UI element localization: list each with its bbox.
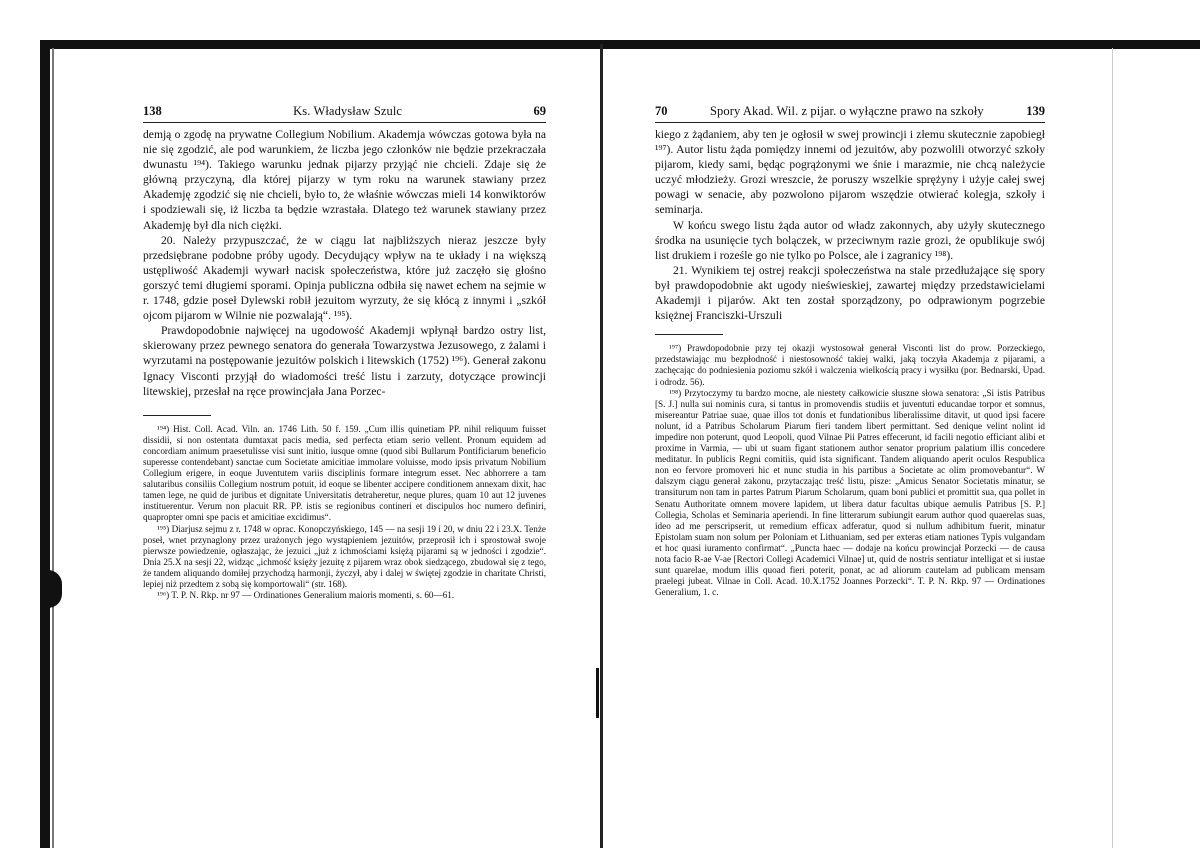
left-page-header xyxy=(143,100,546,122)
paragraph: demją o zgodę na prywatne Collegium Nobilium. Akademja wówczas gotowa była na nie się zgodzić, ale pod warunkiem, że liczba jego członków nie będzie przekraczała dwunastu ¹⁹⁴). Takiego warunku jednak pijarzy przyjąć nie chcieli. Zdaje się że główną przyczyną, dla której pijarzy w tym roku na warunek stawiany przez Akademję zgodzić się nie chcieli, było to, że właśnie wówczas mieli 14 konwiktorów i spodziewali się, iż liczba ta będzie wzrastała. Dlatego też warunek stawiany przez Akademję był dla nich ciężki. xyxy=(143,128,546,232)
paragraph: 21. Wynikiem tej ostrej reakcji społeczeństwa na stale przedłużające się spory był prawdopodobnie akt ugody nieświeskiej, zawartej między przedstawicielami Akademji i pijarów. Akt ten został sporządzony, po odprawionym pogrzebie księżnej Franciszki-Urszuli xyxy=(655,263,1045,323)
original-page-number: 70 xyxy=(655,103,668,118)
book-gutter xyxy=(600,44,603,848)
footnote: ¹⁹⁶) T. P. N. Rkp. nr 97 — Ordinationes Generalium maioris momenti, s. 60—61. xyxy=(157,590,455,601)
page-number: 138 xyxy=(143,103,162,118)
header-rule xyxy=(143,122,546,123)
right-footnotes xyxy=(655,343,1045,598)
paragraph: kiego z żądaniem, aby ten je ogłosił w swej prowincji i złemu skutecznie zapobiegł ¹⁹⁷). Autor listu żąda pomiędzy innemi od jezuitów, aby pozwolili otworzyć szkoły pijarom, kiedy sami, będąc pogrążonymi we śnie i marazmie, nie chcą należycie uczyć młodzieży. Grozi wreszcie, że poruszy wszelkie sprężyny i użyje całej swej powagi w senacie, aby pozwolono pijarom wszędzie otwierać kolegja, szkoły i seminarja. xyxy=(655,128,1045,217)
footnote: ¹⁹⁸) Przytoczymy tu bardzo mocne, ale niestety całkowicie słuszne słowa senatora: „Si istis Patribus [S. J.] nulla sui nominis cura, si tantus in promovendis studiis et juventuti educandae torpor et somnus, misereantur Patriae suae, quae illos tot donis et fundationibus liberalissime ditavit, ut quod ipsi facere nolunt, id a Patribus Scholarum Piarum fieri tandem libert permittant. Sed denique velint nolint id impedire non poterunt, quod Leopoli, quod Vilnae Pii Patres effecerunt, id facili negotio efficiant alibi et proxime in Varmia, — ubi ut suam figant stationem author senator proprium palatium illis concedere meditatur. In publicis Regni comitiis, quid ista significant. Tandem aliquando aperit oculos Respublica non eo fervore promoveri hic et nunc studia in his partibus a Societate ac olim promovebantur“. W dalszym ciągu generał zakonu, przytaczając treść listu, pisze: „Amicus Senator Societatis minatur, se transiturum non tam in partes Patrum Piarum Scholarum, quam boni publici et promittit sua, qua pollet in Senatu Authoritate omnem movere lapidem, ut libera datur facultas ubique aemulis Patribus [S. P.] Collegia, Scholas et Seminaria aperiendi. In fine litterarum subiungit earum author quod quaerelas suas, ideo ad me perscripserit, ut remedium efficax adferatur, quod si nullum adhibitum fuerit, minatur Epistolam suam non solum per Poloniam et Lithuaniam, sed per exteras etiam nationes Typis vulgandam et hoc quasi iuramento confirmat“. „Puncta haec — dodaje na końcu prowincjał Porzecki — de causa nota facio R-ae V-ae [Rectori Collegi Academici Vilnae] ut, quid de nostris sentiatur intelligat et si iustae sunt quarelae, modum illis quoad fieri poterit, ponat, ac ad aliorum cautelam ad publicam mensam praelegi jubeat. Vilnae in Coll. Acad. 10.X.1752 Joannes Porzecki“. T. P. N. Rkp. 97 — Ordinationes Generalium, 1. c. xyxy=(655,387,1045,598)
paragraph: 20. Należy przypuszczać, że w ciągu lat najbliższych nieraz jeszcze były przedsiębrane podobne próby ugody. Decydujący wpływ na te układy i na większą ustępliwość Akademji wywarł nacisk społeczeństwa, które już zaczęło się głośno gorszyć temi długiemi sporami. Opinja publiczna odbiła się nawet echem na sejmie w r. 1748, gdzie poseł Dylewski robił jezuitom wyrzuty, że się kłócą z innymi i „szkół ojcom pijarom w Wilnie nie pozwalają“. ¹⁹⁵). xyxy=(143,233,546,323)
footnote: ¹⁹⁷) Prawdopodobnie przy tej okazji wystosował generał Visconti list do prow. Porzeckiego, przedstawiając mu bezpłodność i niestosowność takiej walki, jaką toczyła Akademja z pijarami, a zachęcając do podniesienia poziomu szkół i walczenia wielkością pracy i wysiłku (por. Bednarski, Upad. i odrodz. 56). xyxy=(655,343,1045,387)
header-rule xyxy=(655,122,1045,123)
paragraph: Prawdopodobnie najwięcej na ugodowość Akademji wpłynął bardzo ostry list, skierowany przez pewnego senatora do generała Towarzystwa Jezusowego, z żalami i wyrzutami na postępowanie jezuitów polskich i litewskich (1752) ¹⁹⁶). Generał zakonu Ignacy Visconti przyjął do wiadomości treść listu i zarzuty, dotyczące prowincji litewskiej, przesłał na ręce prowincjała Jana Porzec- xyxy=(143,324,546,398)
scan-border-top xyxy=(40,40,1200,49)
original-page-number: 69 xyxy=(533,103,546,118)
footnote: ¹⁹⁵) Diarjusz sejmu z r. 1748 w oprac. Konopczyńskiego, 145 — na sesji 19 i 20, w dniu 22 i 23.X. Tenże poseł, wnet przynaglony przez urażonych jego wystąpieniem jezuitów, przeprosił ich i sprostował swoje pierwsze powiedzenie, ogłaszając, że jezuici „już z ichmościami księżą pijarami są w jedności i zgodzie“. Dnia 25.X na sesji 22, widząc „ichmość księży jezuitę z pijarem wraz obok siedzącego, zbudował się z tego, że tandem aliquando domiłej przychodzą harmonji, życzył, aby i dalej w świętej zgodzie in charitate Christi, lepiej niż przedtem z sobą się komportowali“ (str. 168). xyxy=(143,523,546,589)
gutter-mark xyxy=(596,668,599,718)
right-page xyxy=(655,100,1045,598)
right-body-text xyxy=(655,127,1045,323)
scan-border-left-shadow xyxy=(52,48,54,848)
footnote-separator xyxy=(655,334,723,335)
left-body-text xyxy=(143,127,546,399)
page-number: 139 xyxy=(1026,103,1045,118)
left-page xyxy=(143,100,546,601)
footnote: ¹⁹⁴) Hist. Coll. Acad. Viln. an. 1746 Lith. 50 f. 159. „Cum illis quinetiam PP. nihil reliquum fuisset dissidii, si non ostentata dumtaxat pacis media, sed perfecta etiam serio vellent. Pronum equidem ad concordiam animum praesetulisse visi sunt initio, iusque omne (quod sibi Bullarum Pontificiarum beneficio superesse contendebant) sanctae cum Societate amicitiae immolare voluisse, modo ipsis privatum Nobilium Collegium erigere, in eoque Juventutem variis disciplinis formare integrum esset. Nec abhorrere a tam salutaribus consiliis Collegium nostrum potuit, id eoque se libenter accipere conditionem annexam dixit, hac tamen lege, ne quid de juribus et dignitate Universitatis detraheretur, neque plures, quam 10 aut 12 juvenes instituerentur. Verum non placuit RR. PP. istis se regionibus contineri et discipulos hoc numero definiri, quapropter omni spe pacis et amicitiae excidimus“. xyxy=(143,423,546,523)
scan-border-left xyxy=(40,40,50,848)
running-head: Ks. Władysław Szulc xyxy=(293,103,403,118)
running-head: Spory Akad. Wil. z pijar. o wyłączne prawo na szkoły xyxy=(709,103,984,118)
right-page-header xyxy=(655,100,1045,122)
paragraph: W końcu swego listu żąda autor od władz zakonnych, aby użyły skutecznego środka na usunięcie tych bolączek, w przeciwnym razie grozi, że opublikuje swój list drukiem i roześle go nie tylko po Polsce, ale i zagranicy ¹⁹⁸). xyxy=(655,218,1045,262)
page-edge-right xyxy=(1112,48,1113,848)
left-footnotes xyxy=(143,424,546,602)
footnote-separator xyxy=(143,415,211,416)
binding-mark xyxy=(48,570,62,608)
